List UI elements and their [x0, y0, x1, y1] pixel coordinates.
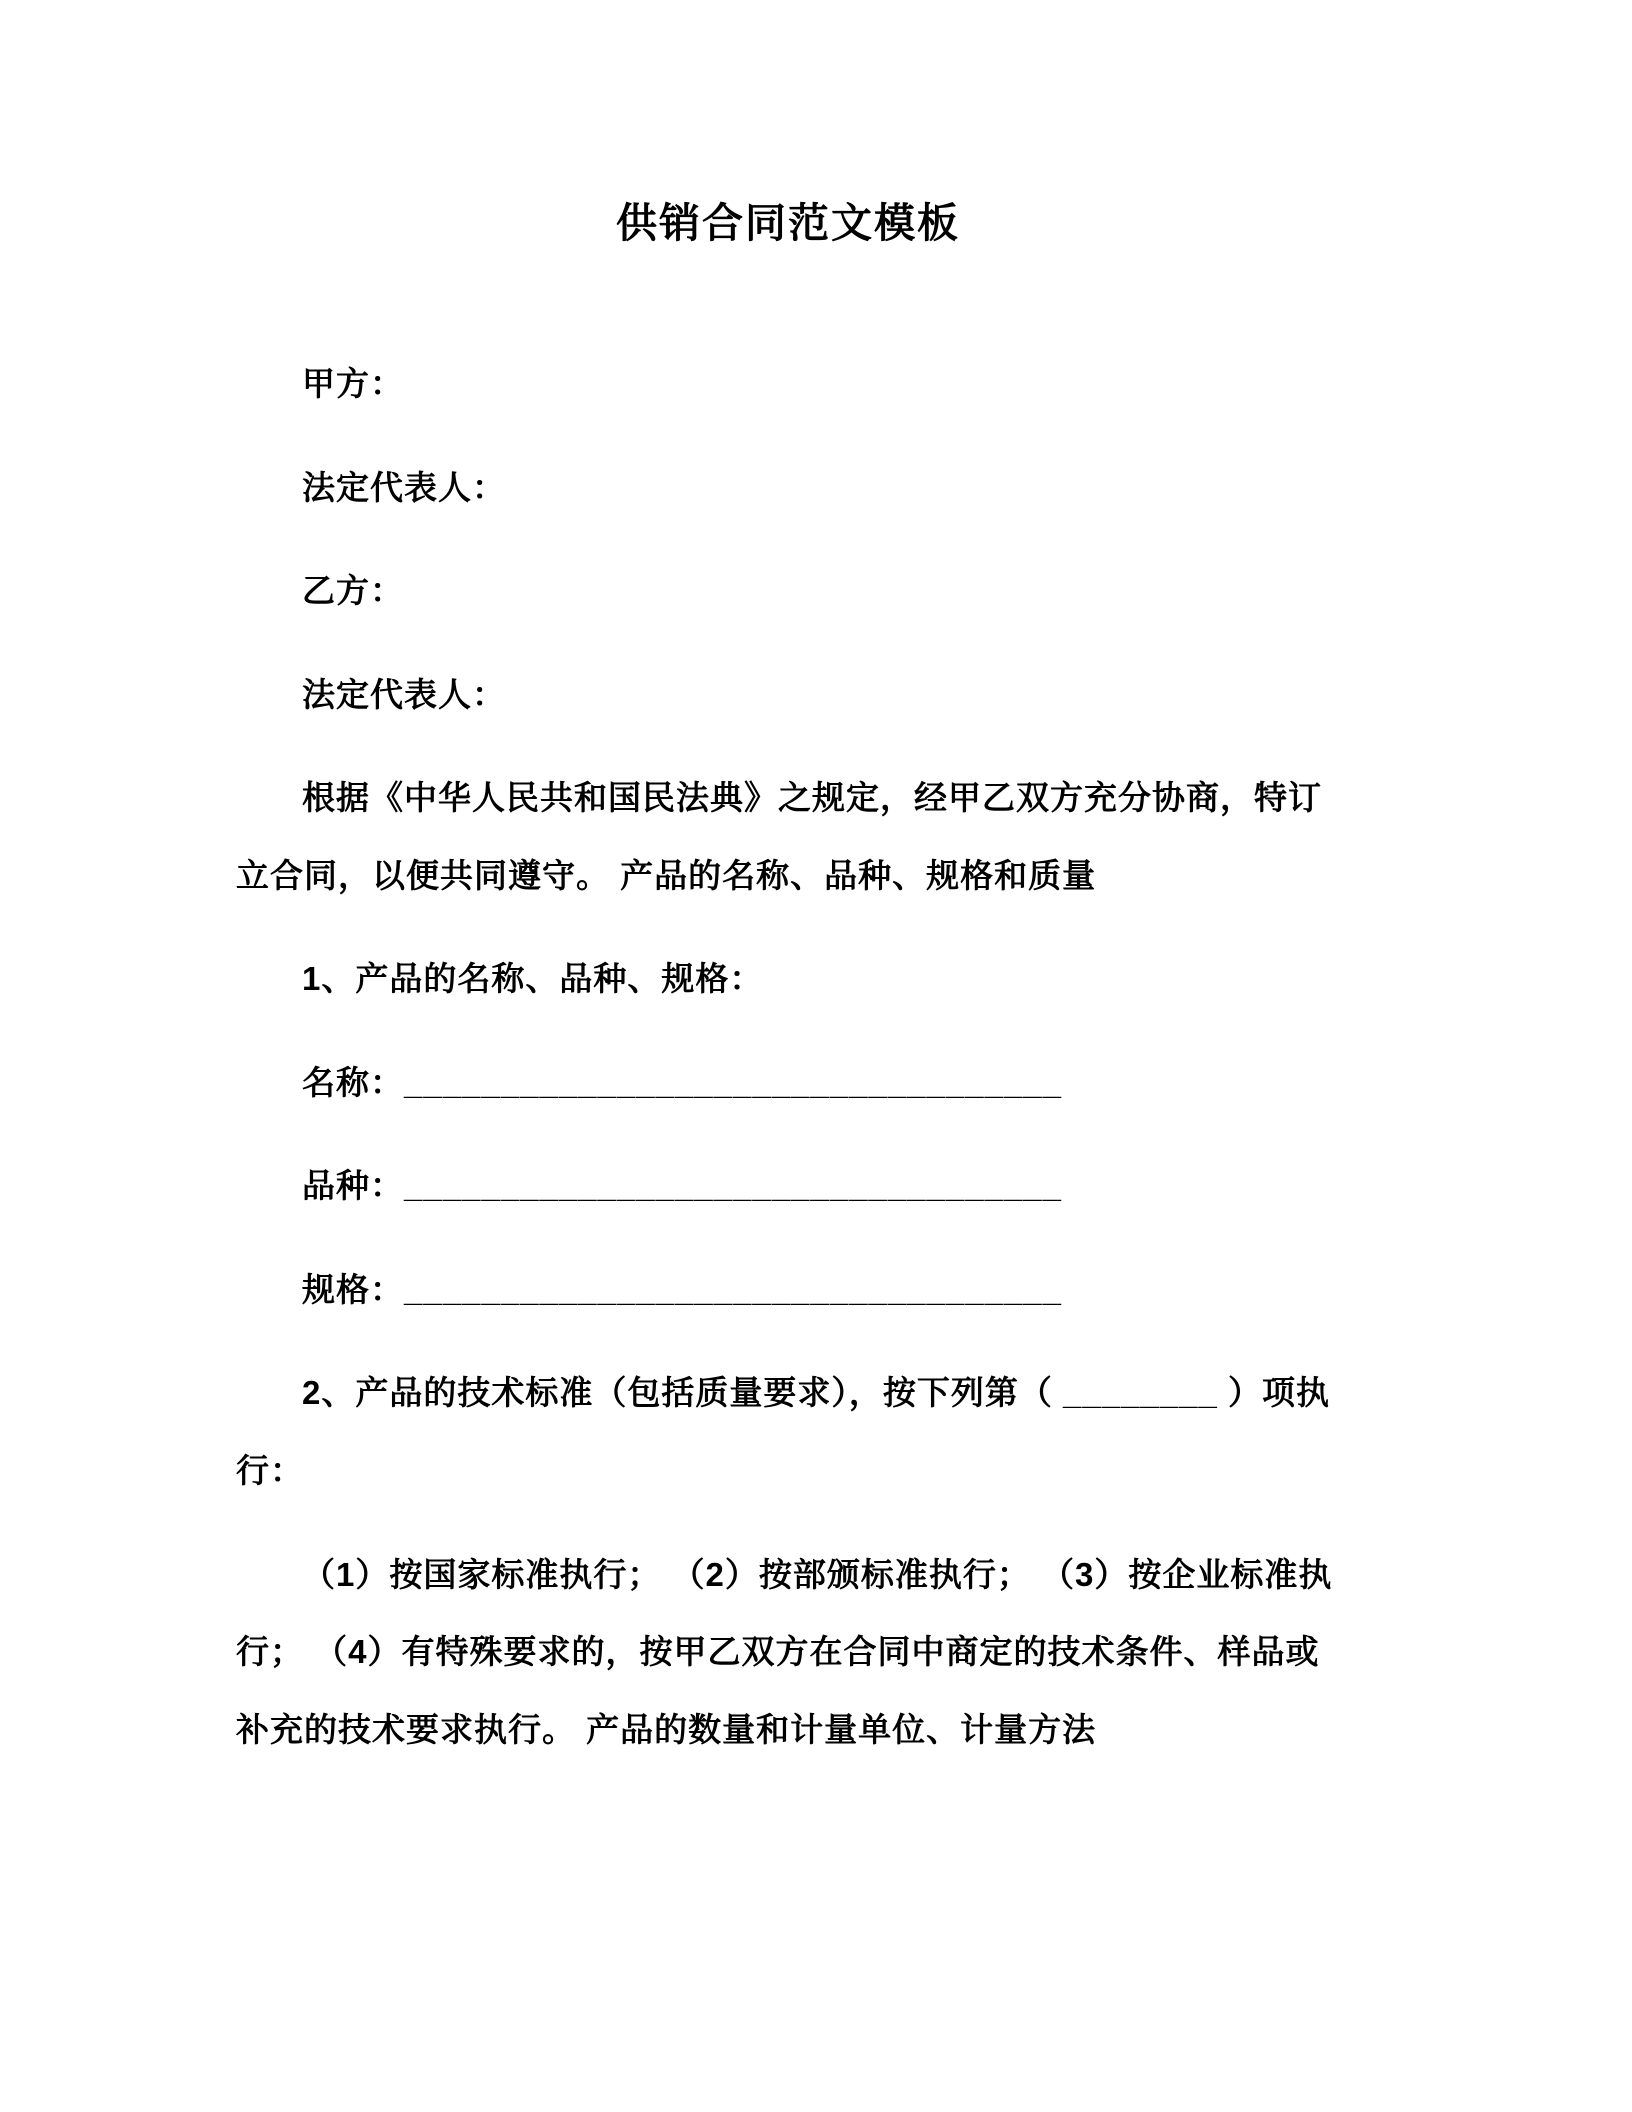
party-a-legal-representative-line: 法定代表人： — [302, 468, 506, 506]
preamble-paragraph: 根据《中华人民共和国民法典》之规定，经甲乙双方充分协商，特订立合同，以便共同遵守。 产品的名称、品种、规格和质量 — [236, 779, 1322, 894]
standards-options-paragraph: （1）按国家标准执行； （2）按部颁标准执行； （3）按企业标准执行； （4）有特殊要求的，按甲乙双方在合同中商定的技术条件、样品或补充的技术要求执行。 产品的数量和计量单位、计量方法 — [236, 1555, 1333, 1748]
party-b-line: 乙方： — [302, 572, 404, 610]
party-b-legal-representative-line: 法定代表人： — [302, 675, 506, 713]
product-variety-blank-line: 品种：__________________________________ — [302, 1167, 1063, 1205]
party-a-line: 甲方： — [302, 365, 404, 402]
product-name-blank-line: 名称：__________________________________ — [302, 1063, 1063, 1101]
clause-1-heading: 1、产品的名称、品种、规格： — [302, 960, 764, 998]
product-spec-blank-line: 规格：__________________________________ — [302, 1270, 1063, 1308]
document-title: 供销合同范文模板 — [616, 200, 960, 246]
clause-2-paragraph: 2、产品的技术标准（包括质量要求），按下列第（ ________ ）项执行： — [236, 1374, 1331, 1490]
